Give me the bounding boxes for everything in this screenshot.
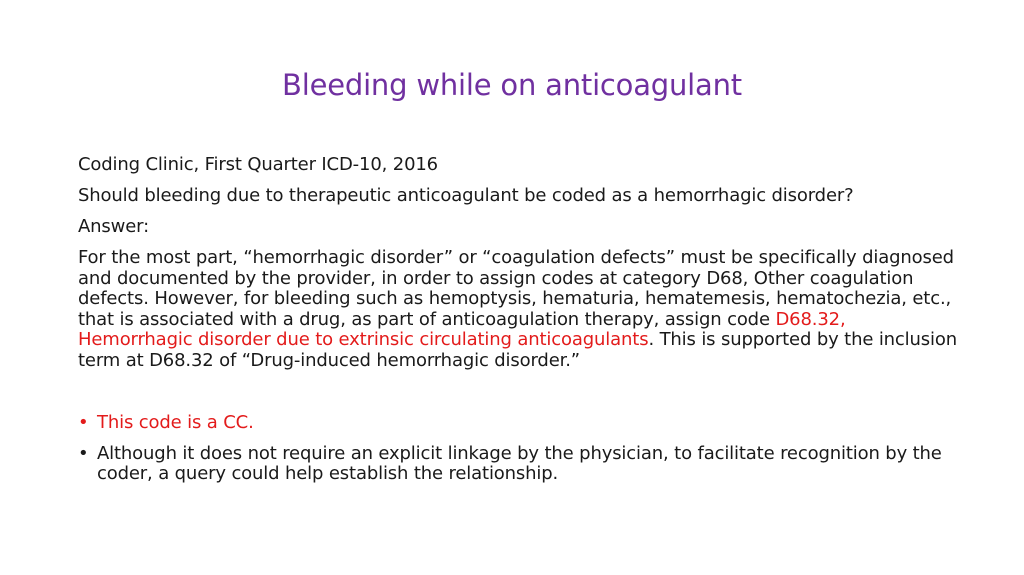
- bullet-text: This code is a CC.: [97, 411, 254, 433]
- bullet-list: [78, 413, 958, 485]
- answer-paragraph: [78, 248, 958, 371]
- answer-label: Answer:: [78, 216, 149, 237]
- bullet-text: Although it does not require an explicit linkage by the physician, to facilitate recognition by the coder, a query could help establish the relationship.: [97, 442, 942, 484]
- answer-text-before-code: For the most part, “hemorrhagic disorder” or “coagulation defects” must be specifically diagnosed and documented by the provider, in order to assign codes at category D68, Other coagulation defects. However, for bleeding such as hemoptysis, hematuria, hematemesis, hematochezia, etc., that is associated with a drug, as part of anticoagulation therapy, assign code: [78, 247, 954, 330]
- bullet-item-query: [78, 444, 958, 485]
- slide-body: [78, 155, 958, 495]
- highlighted-code: D68.32, Hemorrhagic disorder due to extrinsic circulating anticoagulants: [78, 308, 846, 350]
- answer-text-after-code: . This is supported by the inclusion term at D68.32 of “Drug-induced hemorrhagic disorder.”: [78, 329, 957, 371]
- bullet-item-cc: [78, 413, 958, 434]
- spacer: [78, 382, 958, 413]
- source-line: Coding Clinic, First Quarter ICD-10, 2016: [78, 154, 438, 175]
- bullet-marker: •: [78, 411, 89, 433]
- slide-title: Bleeding while on anticoagulant: [282, 68, 742, 102]
- bullet-marker: •: [78, 442, 89, 464]
- question-text: Should bleeding due to therapeutic anticoagulant be coded as a hemorrhagic disorder?: [78, 185, 854, 206]
